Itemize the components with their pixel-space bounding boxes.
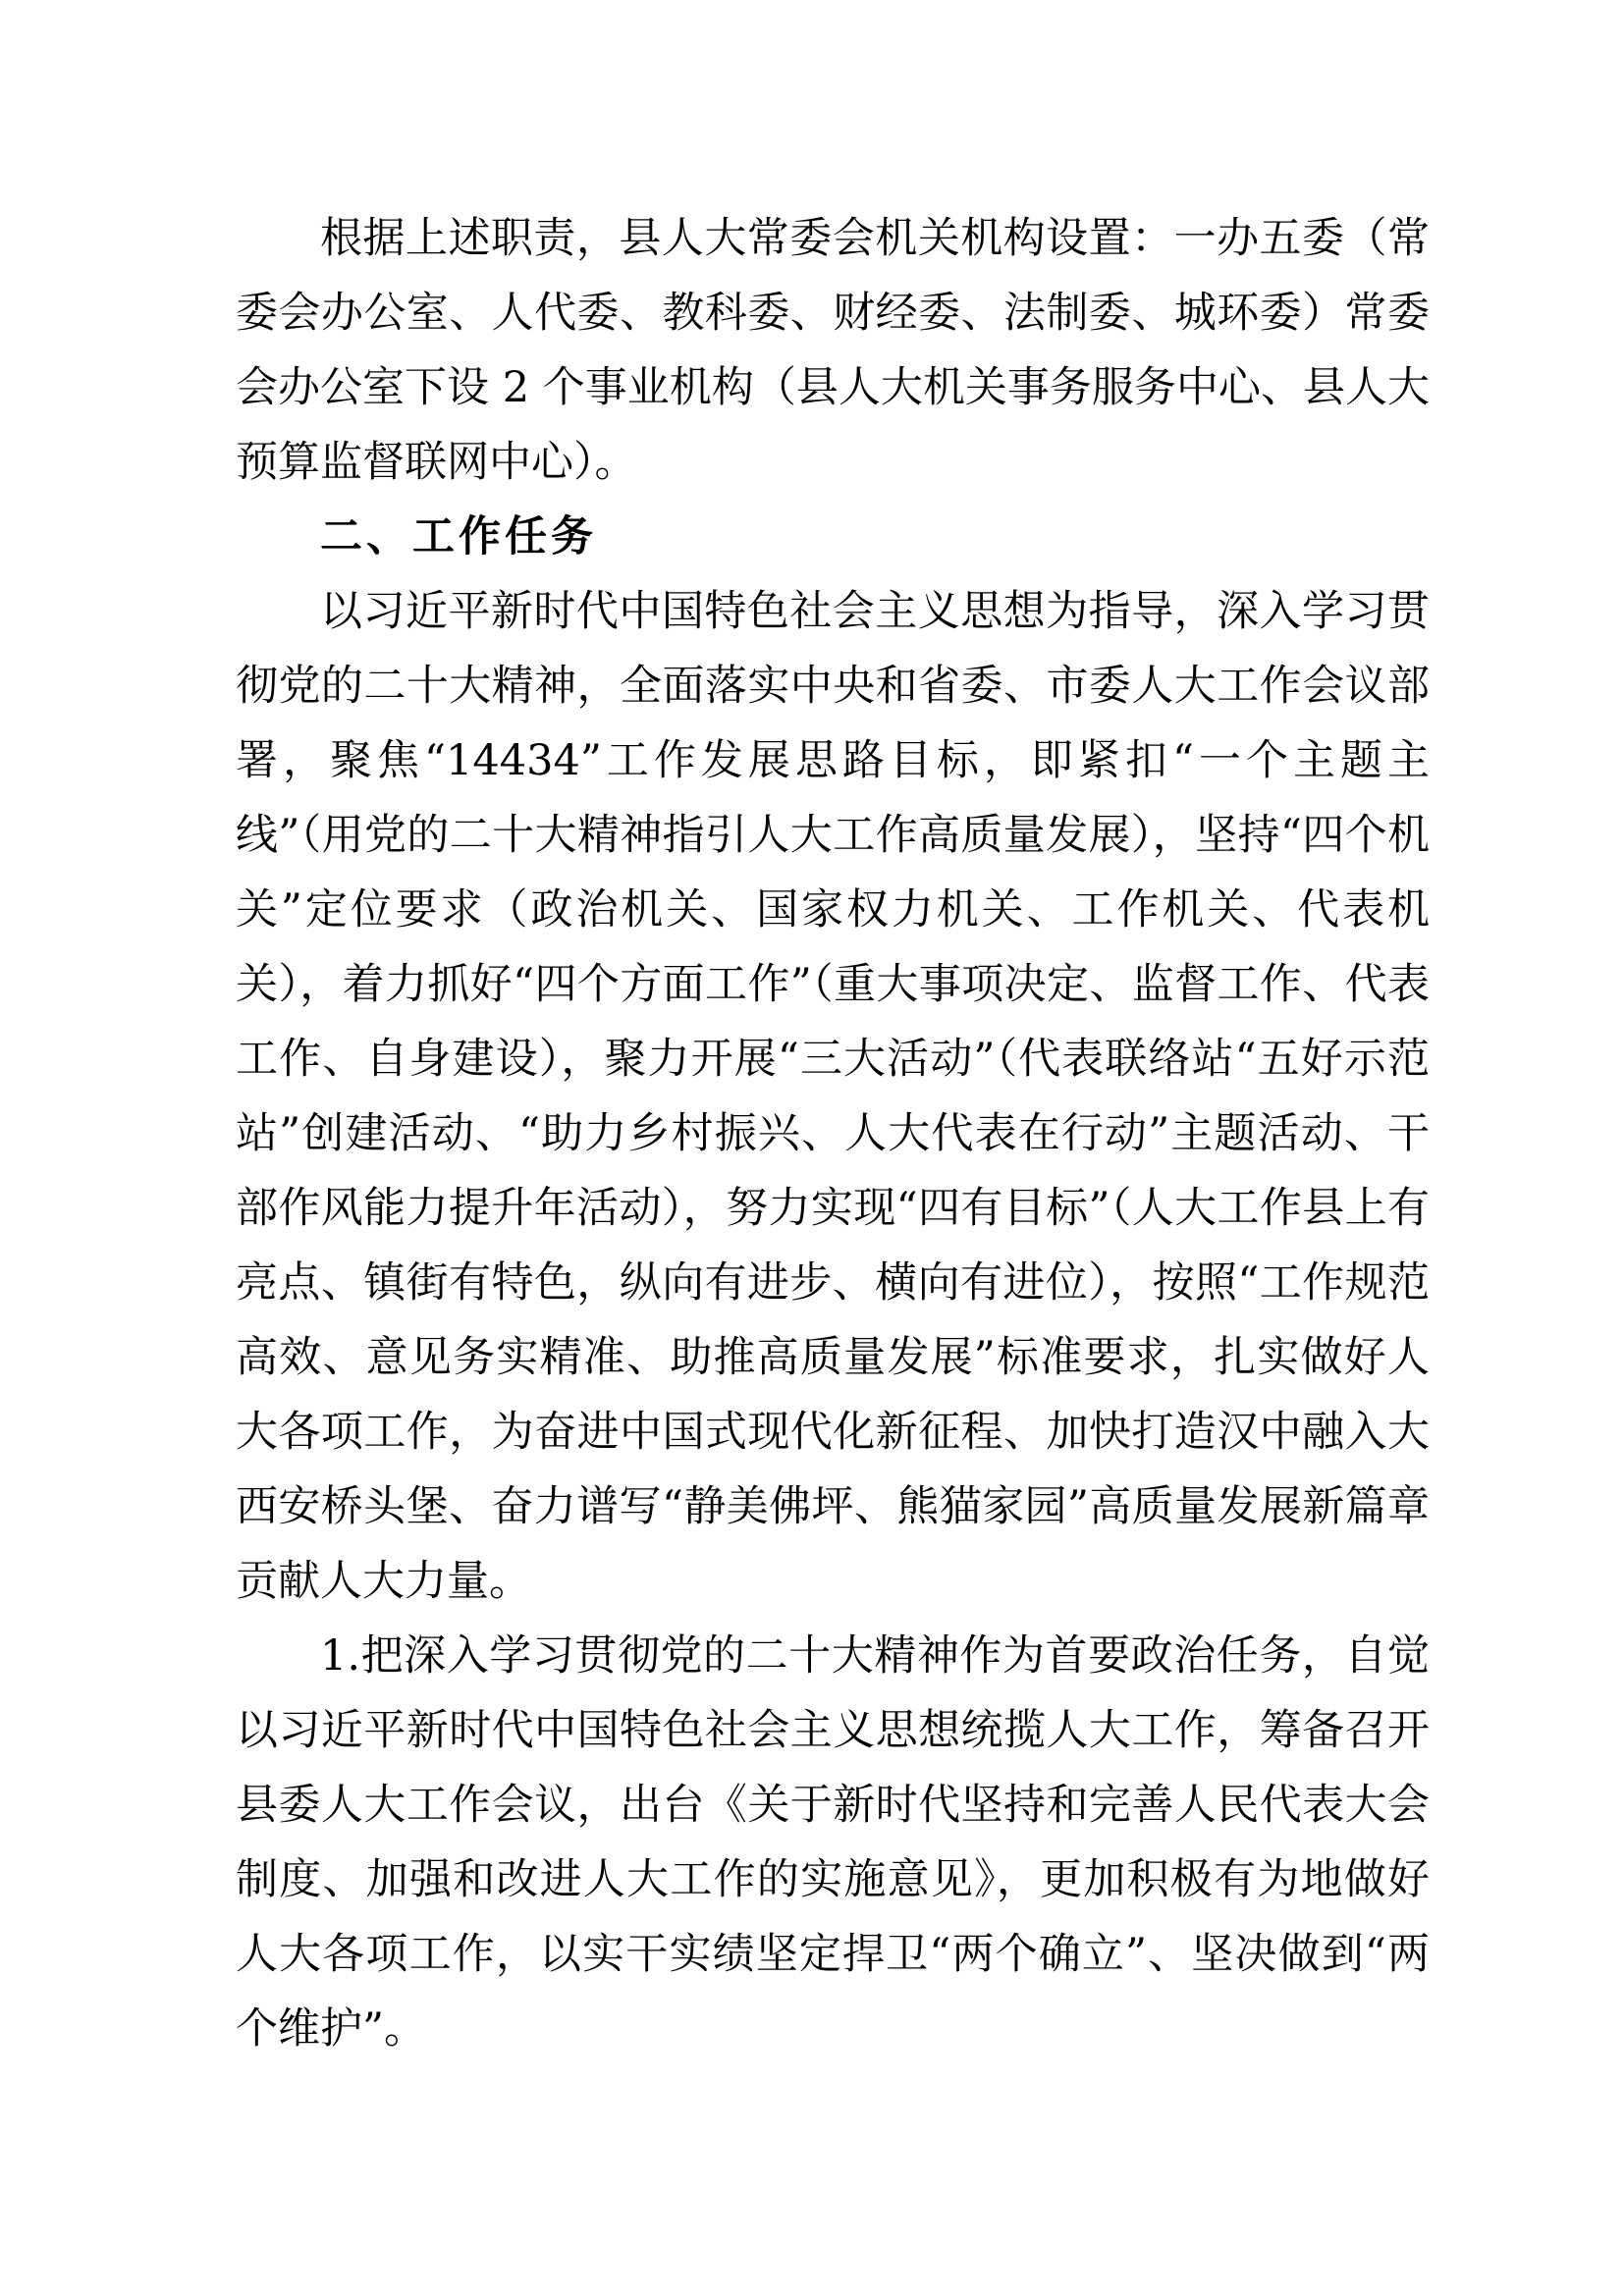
document-body: [236, 201, 1430, 2066]
paragraph-guiding-thought: 以习近平新时代中国特色社会主义思想为指导，深入学习贯彻党的二十大精神，全面落实中央和省委、市委人大工作会议部署，聚焦“14434”工作发展思路目标，即紧扣“一个主题主线”（用党的二十大精神指引人大工作高质量发展），坚持“四个机关”定位要求（政治机关、国家权力机关、工作机关、代表机关），着力抓好“四个方面工作”（重大事项决定、监督工作、代表工作、自身建设），聚力开展“三大活动”（代表联络站“五好示范站”创建活动、“助力乡村振兴、人大代表在行动”主题活动、干部作风能力提升年活动），努力实现“四有目标”（人大工作县上有亮点、镇街有特色，纵向有进步、横向有进位），按照“工作规范高效、意见务实精准、助推高质量发展”标准要求，扎实做好人大各项工作，为奋进中国式现代化新征程、加快打造汉中融入大西安桥头堡、奋力谱写“静美佛坪、熊猫家园”高质量发展新篇章贡献人大力量。: [236, 587, 1430, 1606]
section-heading-work-tasks: 二、工作任务: [320, 512, 597, 561]
paragraph-task-1: 1.把深入学习贯彻党的二十大精神作为首要政治任务，自觉以习近平新时代中国特色社会主义思想统揽人大工作，筹备召开县委人大工作会议，出台《关于新时代坚持和完善人民代表大会制度、加强和改进人大工作的实施意见》，更加积极有为地做好人大各项工作，以实干实绩坚定捍卫“两个确立”、坚决做到“两个维护”。: [236, 1631, 1430, 2054]
paragraph-organization-setup: 根据上述职责，县人大常委会机关机构设置：一办五委（常委会办公室、人代委、教科委、财经委、法制委、城环委）常委会办公室下设 2 个事业机构（县人大机关事务服务中心、县人大预算监督联网中心）。: [236, 214, 1430, 487]
